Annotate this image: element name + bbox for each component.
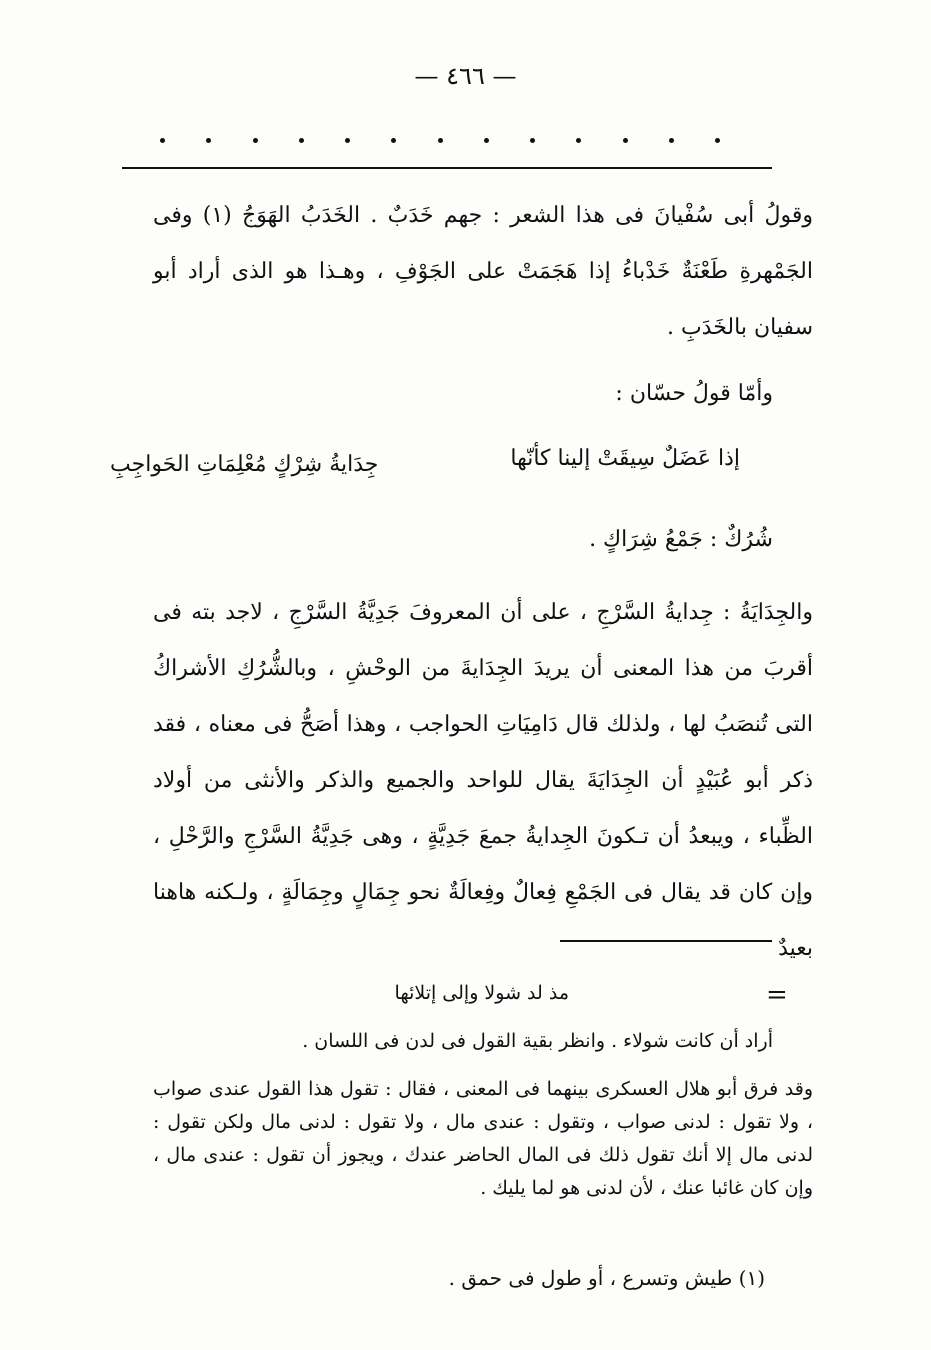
footnote-verse: مذ لد شولا وإلى إتلائها bbox=[394, 982, 569, 1004]
verse-line bbox=[110, 440, 740, 496]
ornamental-dots bbox=[160, 138, 720, 143]
ornament-dot bbox=[530, 138, 535, 143]
ornament-dot bbox=[576, 138, 581, 143]
paragraph-2: وأمّا قولُ حسّان : bbox=[615, 381, 773, 406]
verse-first-hemistich: إذا عَضَلٌ سِيقَتْ إلينا كأنّها bbox=[510, 446, 740, 471]
ornament-dot bbox=[253, 138, 258, 143]
paragraph-4: والجِدَايَةُ : جِدايةُ السَّرْجِ ، على أن المعروفَ جَدِيَّةُ السَّرْجِ ، لاجد بته فى أقربَ من هذا المعنى أن يريدَ الجِدَايةَ من الوحْشِ ، وبالشُّرُكِ الأشراكُ التى تُنصَبُ لها ، ولذلك قال دَامِيَاتِ الحواجب ، وهذا أصَحُّ فى معناه ، فقد ذكر أبو عُبَيْدٍ أن الجِدَايَةَ يقال للواحد والجميع والذكر والأنثى من أولاد الظِّباء ، ويبعدُ أن تـكونَ الجِدايةُ جمعَ جَدِيَّةٍ ، وهى جَدِيَّةُ السَّرْجِ والرَّحْلِ ، وإن كان قد يقال فى الجَمْعِ فِعالٌ وفِعالَةٌ نحو جِمَالٍ وجِمَالَةٍ ، ولـكنه هاهنا بعيدٌ bbox=[153, 600, 813, 961]
continuation-mark: = bbox=[766, 980, 788, 1010]
ornament-dot bbox=[206, 138, 211, 143]
ornament-dot bbox=[623, 138, 628, 143]
page-number: — ٤٦٦ — bbox=[414, 62, 517, 90]
ornament-dot bbox=[345, 138, 350, 143]
header-rule bbox=[122, 167, 772, 169]
ornament-dot bbox=[299, 138, 304, 143]
footnote-1: (١) طيش وتسرع ، أو طول فى حمق . bbox=[448, 1266, 765, 1290]
ornament-dot bbox=[438, 138, 443, 143]
paragraph-3: شُرُكٌ : جَمْعُ شِرَاكٍ . bbox=[589, 527, 773, 552]
paragraph-1: وقولُ أبى سُفْيانَ فى هذا الشعر : جهم خَدَبٌ . الخَدَبُ الهَوَجُ (١) وفى الجَمْهرةِ طَعْنَةٌ خَدْباءُ إذا هَجَمَتْ على الجَوْفِ ، وهـذا هو الذى أراد أبو سفيان بالخَدَبِ . bbox=[153, 203, 813, 340]
ornament-dot bbox=[715, 138, 720, 143]
ornament-dot bbox=[669, 138, 674, 143]
ornament-dot bbox=[160, 138, 165, 143]
verse-second-hemistich: جِدَايةُ شِرْكٍ مُعْلِمَاتِ الحَواجِبِ bbox=[110, 452, 379, 477]
ornament-dot bbox=[391, 138, 396, 143]
ornament-dot bbox=[484, 138, 489, 143]
footnote-paragraph-1: أراد أن كانت شولاء . وانظر بقية القول فى لدن فى اللسان . bbox=[302, 1030, 773, 1052]
footnote-paragraph-2: وقد فرق أبو هلال العسكرى بينهما فى المعنى ، فقال : تقول هذا القول عندى صواب ، ولا تقول : لدنى صواب ، وتقول : عندى مال ، ولا تقول : لدنى مال ولكن تقول : لدنى مال إلا أنك تقول ذلك فى المال الحاضر عندك ، ويجوز أن تقول : عندى مال ، وإن كان غائبا عنك ، لأن لدنى هو لما يليك . bbox=[153, 1078, 813, 1199]
footnote-rule bbox=[560, 940, 772, 942]
